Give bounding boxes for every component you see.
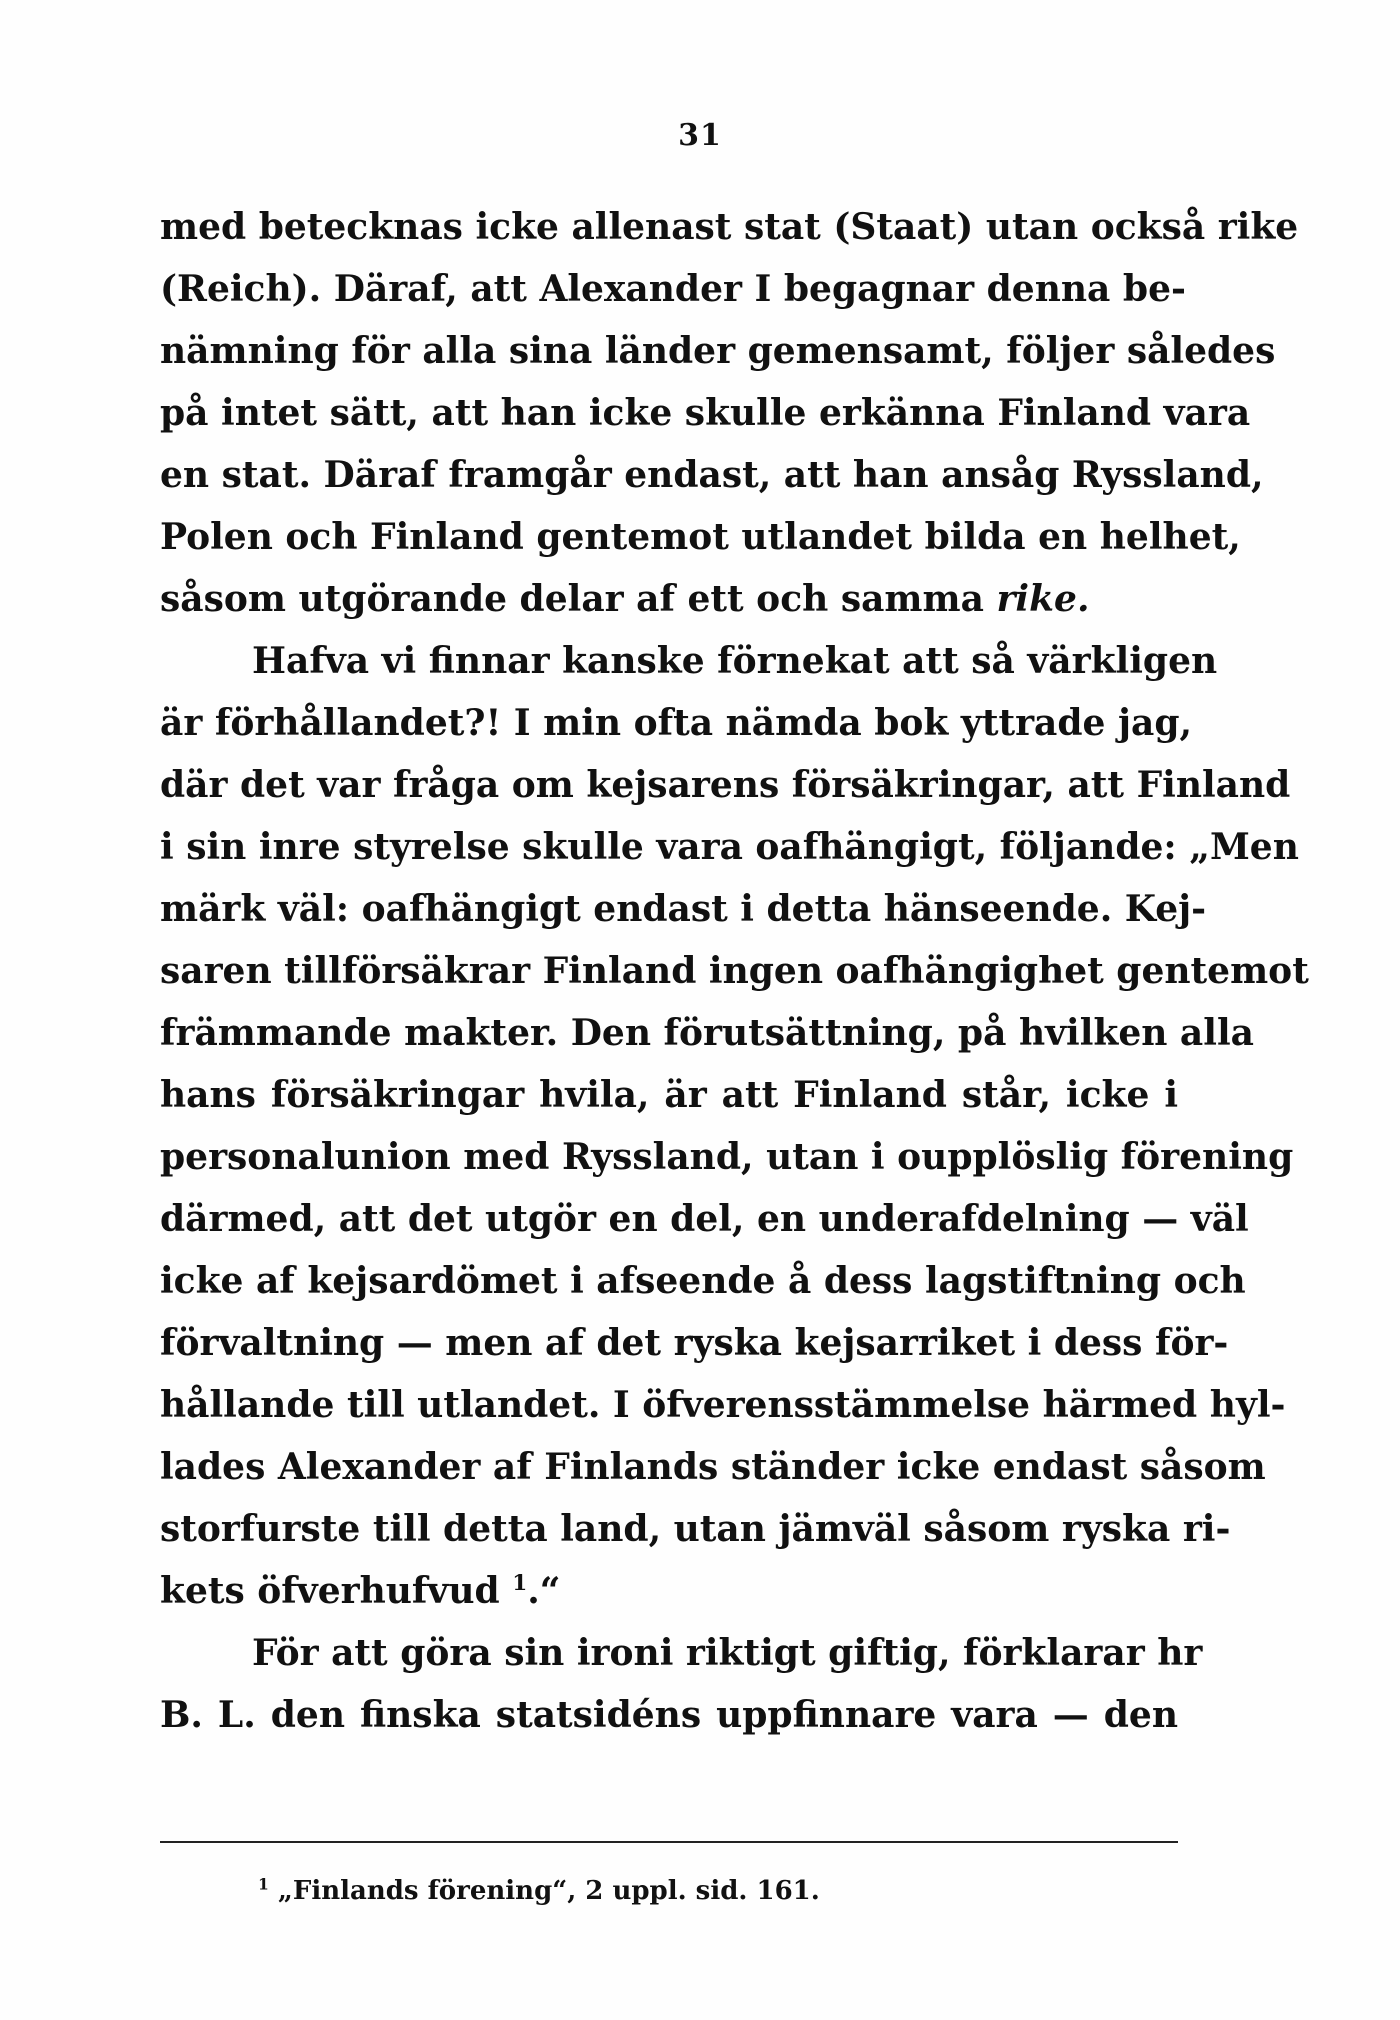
- text-line: hans försäkringar hvila, är att Finland står, icke i: [160, 1074, 1178, 1116]
- text-line: lades Alexander af Finlands ständer icke endast såsom: [160, 1446, 1266, 1488]
- closing-quote: .“: [527, 1570, 561, 1612]
- footnote: [258, 1876, 820, 1906]
- text-line: märk väl: oafhängigt endast i detta hänseende. Kej-: [160, 888, 1207, 930]
- text-line: förvaltning — men af det ryska kejsarriket i dess för-: [160, 1322, 1229, 1364]
- text-line: B. L. den finska statsidéns uppfinnare vara — den: [160, 1694, 1178, 1736]
- text-line: [160, 1560, 1178, 1622]
- text-line: därmed, att det utgör en del, en underafdelning — väl: [160, 1198, 1249, 1240]
- footnote-reference: 1: [512, 1571, 528, 1596]
- text-line: är förhållandet?! I min ofta nämda bok yttrade jag,: [160, 702, 1193, 744]
- text-line: hållande till utlandet. I öfverensstämmelse härmed hyl-: [160, 1384, 1286, 1426]
- text-line: För att göra sin ironi riktigt giftig, förklarar hr: [252, 1632, 1203, 1674]
- footnote-marker: 1: [258, 1874, 269, 1894]
- footnote-text: „Finlands förening“, 2 uppl. sid. 161.: [277, 1876, 820, 1906]
- text-line: saren tillförsäkrar Finland ingen oafhängighet gentemot: [160, 950, 1309, 992]
- text-line: personalunion med Ryssland, utan i oupplöslig förening: [160, 1136, 1294, 1178]
- text-line: med betecknas icke allenast stat (Staat) utan också rike: [160, 206, 1299, 248]
- text-line: [160, 568, 1178, 630]
- text-line: i sin inre styrelse skulle vara oafhängigt, följande: „Men: [160, 826, 1299, 868]
- text-segment: kets öfverhufvud: [160, 1570, 500, 1612]
- text-line: Hafva vi finnar kanske förnekat att så värkligen: [252, 640, 1218, 682]
- text-line: storfurste till detta land, utan jämväl såsom ryska ri-: [160, 1508, 1231, 1550]
- footnote-divider: [160, 1841, 1178, 1843]
- text-line: Polen och Finland gentemot utlandet bilda en helhet,: [160, 516, 1241, 558]
- text-line: icke af kejsardömet i afseende å dess lagstiftning och: [160, 1260, 1246, 1302]
- text-line: en stat. Däraf framgår endast, att han ansåg Ryssland,: [160, 454, 1264, 496]
- text-line: (Reich). Däraf, att Alexander I begagnar denna be-: [160, 268, 1186, 310]
- text-line: nämning för alla sina länder gemensamt, följer således: [160, 330, 1276, 372]
- text-line: främmande makter. Den förutsättning, på hvilken alla: [160, 1012, 1254, 1054]
- page-number: 31: [678, 118, 722, 153]
- text-line: där det var fråga om kejsarens försäkringar, att Finland: [160, 764, 1291, 806]
- text-line: på intet sätt, att han icke skulle erkänna Finland vara: [160, 392, 1251, 434]
- italic-word: rike.: [996, 578, 1090, 620]
- text-segment: såsom utgörande delar af ett och samma: [160, 578, 984, 620]
- body-text: [160, 196, 1309, 1746]
